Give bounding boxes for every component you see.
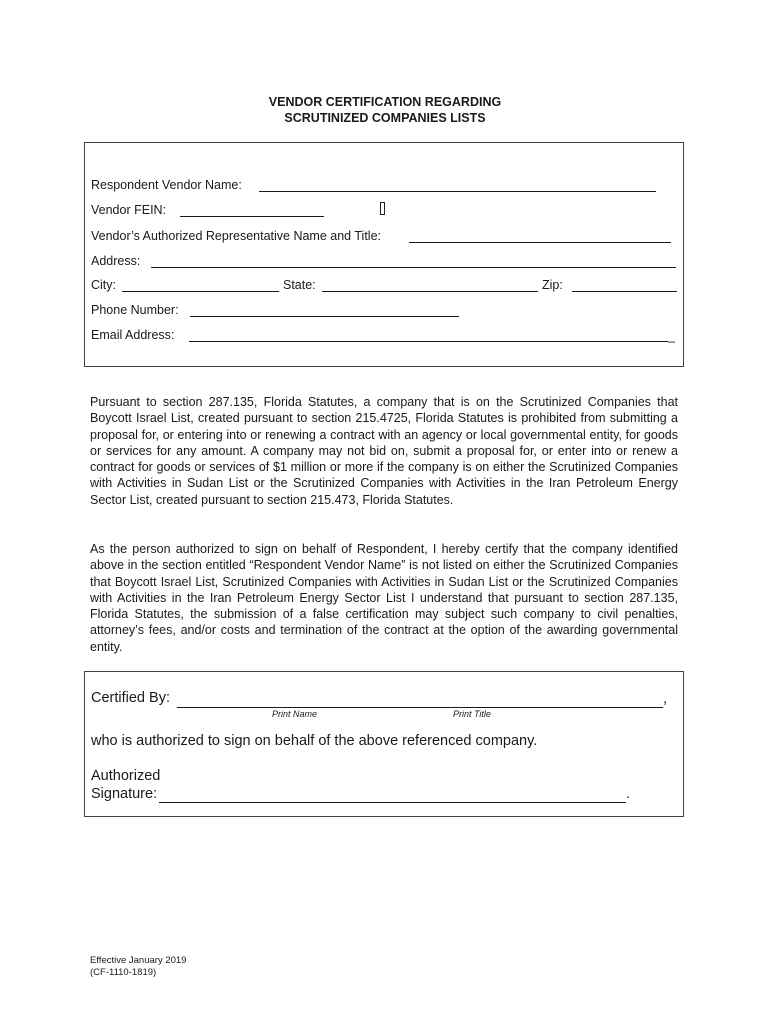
signature-label: Signature: [91, 786, 158, 802]
fein-checkbox[interactable] [380, 202, 385, 215]
signature-period: . [626, 786, 631, 802]
effective-date: Effective January 2019 [90, 955, 187, 966]
email-label: Email Address: [91, 328, 175, 342]
certified-by-comma: , [663, 691, 668, 707]
print-name-caption: Print Name [272, 709, 318, 719]
authorized-rep-label: Vendor’s Authorized Representative Name and Title: [91, 229, 381, 243]
authorized-statement: who is authorized to sign on behalf of the above referenced company. [91, 733, 538, 749]
footer [90, 955, 186, 979]
address-field[interactable] [151, 267, 676, 268]
vendor-fein-label: Vendor FEIN: [91, 203, 167, 217]
vendor-info-box [84, 142, 684, 367]
state-label: State: [283, 278, 316, 292]
address-label: Address: [91, 254, 141, 268]
phone-field[interactable] [190, 316, 459, 317]
vendor-fein-field[interactable] [180, 216, 324, 217]
title-line-1: VENDOR CERTIFICATION REGARDING [268, 95, 502, 109]
certification-paragraph: As the person authorized to sign on behalf of Respondent, I hereby certify that the company identified above in the section entitled “Respondent Vendor Name” is not listed on either the Scrutinized Companies that Boycott Israel List, Scrutinized Companies with Activities in Sudan List or the Scrutinized Companies with Activities in the Iran Petroleum Energy Sector List I understand that pursuant to section 287.135, Florida Statutes, the submission of a false certification may subject such company to civil penalties, attorney’s fees, and/or costs and termination of the contract at the option of the awarding governmental entity. [90, 542, 678, 654]
signature-field[interactable] [159, 802, 626, 803]
certification-box [84, 671, 684, 817]
respondent-vendor-name-field[interactable] [259, 191, 656, 192]
authorized-rep-field[interactable] [409, 242, 671, 243]
zip-label: Zip: [542, 278, 563, 292]
title-line-2: SCRUTINIZED COMPANIES LISTS [284, 111, 486, 125]
document-title [0, 94, 770, 126]
phone-label: Phone Number: [91, 303, 179, 317]
certified-by-field[interactable] [177, 707, 663, 708]
zip-field[interactable] [572, 291, 677, 292]
state-field[interactable] [322, 291, 538, 292]
certified-by-label: Certified By: [91, 690, 170, 706]
statute-paragraph: Pursuant to section 287.135, Florida Statutes, a company that is on the Scrutinized Companies that Boycott Israel List, created pursuant to section 215.4725, Florida Statutes is prohibited from submitting a proposal for, or entering into or renewing a contract with an agency or local governmental entity, for goods or services for any amount. A company may not bid on, submit a proposal for, or enter into or renew a contract for goods or services of $1 million or more if the company is on either the Scrutinized Companies with Activities in Sudan List or the Scrutinized Companies with Activities in the Iran Petroleum Energy Sector List, created pursuant to section 215.473, Florida Statutes. [90, 395, 678, 507]
print-title-caption: Print Title [453, 709, 491, 719]
email-field[interactable] [189, 341, 668, 342]
city-label: City: [91, 278, 116, 292]
authorized-label: Authorized [91, 768, 161, 784]
form-number: (CF-1110-1819) [90, 967, 157, 978]
city-field[interactable] [122, 291, 279, 292]
email-trailing-mark: _ [668, 329, 675, 343]
respondent-vendor-name-label: Respondent Vendor Name: [91, 178, 242, 192]
